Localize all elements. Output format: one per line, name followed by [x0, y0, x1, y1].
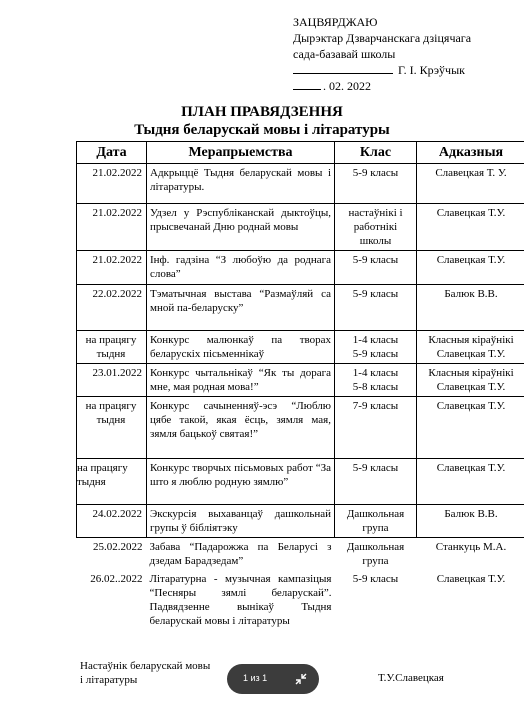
header-responsible: Адказныя — [417, 142, 524, 164]
signature-blank — [293, 62, 393, 74]
row-responsible: Славецкая Т.У. — [417, 204, 524, 251]
approval-signer: Г. І. Крэўчык — [398, 63, 465, 77]
row-class: 5-9 класы — [335, 459, 417, 505]
collapse-icon[interactable] — [293, 671, 309, 687]
row-responsible: Станкуць М.А. — [435, 541, 507, 553]
row-event: Конкурс малюнкаў па творах беларускіх пісьменнікаў — [147, 331, 335, 364]
header-date: Дата — [77, 142, 147, 164]
table-row — [77, 331, 524, 364]
table-row — [77, 459, 524, 505]
table-row — [77, 505, 524, 538]
row-responsible: Славецкая Т.У. — [417, 397, 524, 459]
row-date: 25.02.2022 — [93, 541, 143, 553]
table-row — [77, 251, 524, 285]
row-event: Конкурс сачыненняў-эсэ “Люблю цябе такой, якая ёсць, зямля мая, зямля бацькоў святая!” — [147, 397, 335, 459]
row-responsible: Славецкая Т. У. — [417, 164, 524, 204]
row-responsible: Балюк В.В. — [417, 285, 524, 331]
approval-block — [293, 14, 471, 94]
page-viewer-toolbar — [227, 664, 319, 694]
table-row — [77, 164, 524, 204]
row-responsible: Класныя кіраўнікі Славецкая Т.У. — [417, 364, 524, 397]
row-class: 5-9 класы — [335, 285, 417, 331]
table-row — [77, 364, 524, 397]
plan-title: ПЛАН ПРАВЯДЗЕННЯ — [181, 104, 343, 120]
row-date: 21.02.2022 — [77, 251, 147, 285]
row-class: 7-9 класы — [335, 397, 417, 459]
row-responsible: Класныя кіраўнікі Славецкая Т.У. — [417, 331, 524, 364]
date-blank — [293, 78, 321, 90]
row-event: Тэматычная выстава “Размаўляй са мной па-беларуску” — [147, 285, 335, 331]
row-class: Дашкольная група — [346, 541, 405, 567]
row-event: Конкурс творчых пісьмовых работ “За што я люблю родную зямлю” — [147, 459, 335, 505]
row-responsible: Славецкая Т.У. — [417, 251, 524, 285]
plan-subtitle: Тыдня беларускай мовы і літаратуры — [134, 122, 390, 138]
row-date: 22.02.2022 — [77, 285, 147, 331]
approval-heading: ЗАЦВЯРДЖАЮ — [293, 15, 378, 29]
row-event: Інф. гадзіна “З любоўю да роднага слова” — [147, 251, 335, 285]
row-date: 21.02.2022 — [77, 164, 147, 204]
row-class: 1-4 класы 5-8 класы — [335, 364, 417, 397]
approval-line-2: Дырэктар Дзварчанскага дзіцячага — [293, 31, 472, 45]
row-event: Экскурсія выхаванцаў дашкольнай групы ў бібліятэку — [147, 505, 335, 538]
approval-date: . 02. 2022 — [323, 79, 371, 93]
collapse-icon-svg — [293, 671, 309, 687]
row-event: Конкурс чытальнікаў “Як ты дорага мне, мая родная мова!” — [147, 364, 335, 397]
row-class: 5-9 класы — [352, 573, 399, 585]
footer-position-line-1: Настаўнік беларускай мовы — [80, 660, 211, 672]
row-date: 23.01.2022 — [77, 364, 147, 397]
table-row — [77, 538, 524, 571]
row-class: настаўнікі і работнікі школы — [335, 204, 417, 251]
table-header-row — [77, 142, 524, 164]
table-row — [77, 285, 524, 331]
row-class: 5-9 класы — [335, 164, 417, 204]
row-responsible: Славецкая Т.У. — [436, 573, 506, 585]
row-event: Адкрыццё Тыдня беларускай мовы і літаратуры. — [147, 164, 335, 204]
footer-position-line-2: і літаратуры — [80, 674, 138, 686]
row-date: 24.02.2022 — [77, 505, 147, 538]
row-event: Удзел у Рэспубліканскай дыктоўцы, прысвечанай Дню роднай мовы — [147, 204, 335, 251]
row-event: Літаратурна - музычная кампазіцыя “Песняры зямлі беларускай”. Падвядзенне вынікаў Тыдня беларускай мовы і літаратуры — [149, 573, 332, 627]
row-event: Забава “Падарожжа па Беларусі з дзедам Барадзедам” — [149, 541, 332, 567]
row-date: 21.02.2022 — [77, 204, 147, 251]
row-date: на працягу тыдня — [77, 397, 147, 459]
page-indicator: 1 из 1 — [243, 673, 268, 683]
approval-signer-line — [293, 62, 471, 78]
table-row — [77, 570, 524, 642]
approval-line-3: сада-базавай школы — [293, 47, 396, 61]
plan-table — [76, 141, 524, 642]
row-date: 26.02..2022 — [90, 573, 143, 585]
table-row — [77, 397, 524, 459]
row-class: 5-9 класы — [335, 251, 417, 285]
row-responsible: Славецкая Т.У. — [417, 459, 524, 505]
footer-block — [80, 659, 210, 687]
row-class: Дашкольная група — [335, 505, 417, 538]
header-event: Мерапрыемства — [147, 142, 335, 164]
table-row — [77, 204, 524, 251]
row-date: на працягу тыдня — [77, 459, 147, 505]
footer-signature: Т.У.Славецкая — [378, 672, 444, 684]
row-date: на працягу тыдня — [77, 331, 147, 364]
header-class: Клас — [335, 142, 417, 164]
approval-date-line — [293, 78, 471, 94]
row-class: 1-4 класы 5-9 класы — [335, 331, 417, 364]
row-responsible: Балюк В.В. — [417, 505, 524, 538]
